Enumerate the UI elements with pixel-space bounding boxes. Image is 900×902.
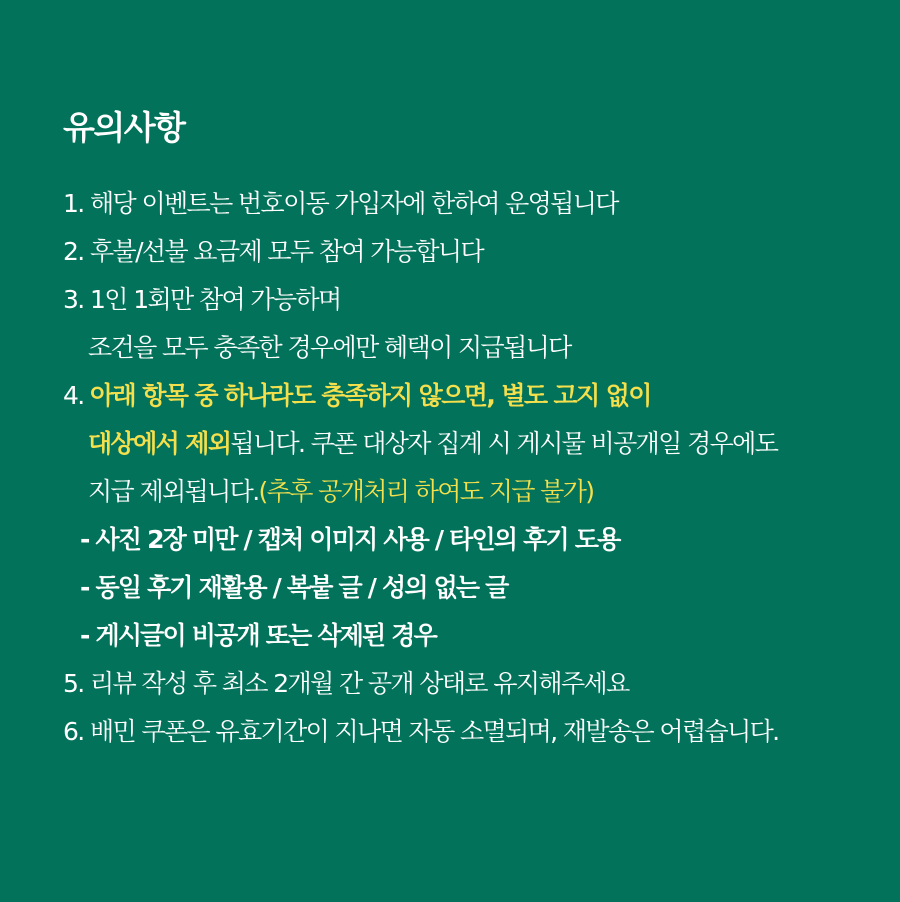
notice-item-4-parenthetical: (추후 공개처리 하여도 지급 불가) — [258, 477, 594, 506]
notice-item-4-number: 4. — [63, 381, 90, 410]
notice-subitem-3: - 게시글이 비공개 또는 삭제된 경우 — [80, 621, 436, 650]
notice-item-4-line-1 — [63, 379, 651, 413]
notice-item-2: 2. 후불/선불 요금제 모두 참여 가능합니다 — [63, 237, 484, 266]
notice-subitem-1: - 사진 2장 미만 / 캡처 이미지 사용 / 타인의 후기 도용 — [80, 525, 620, 554]
notice-item-4-text: 됩니다. 쿠폰 대상자 집계 시 게시물 비공개일 경우에도 — [230, 429, 778, 458]
notice-item-4-exclusion-highlight: 대상에서 제외 — [88, 429, 231, 458]
notice-item-3-line-1: 3. 1인 1회만 참여 가능하며 — [63, 285, 341, 314]
notice-item-3-line-2: 조건을 모두 충족한 경우에만 혜택이 지급됩니다 — [88, 333, 571, 362]
notice-item-1: 1. 해당 이벤트는 번호이동 가입자에 한하여 운영됩니다 — [63, 189, 618, 218]
notice-item-6: 6. 배민 쿠폰은 유효기간이 지나면 자동 소멸되며, 재발송은 어렵습니다. — [63, 717, 779, 746]
notice-item-5: 5. 리뷰 작성 후 최소 2개월 간 공개 상태로 유지해주세요 — [63, 669, 629, 698]
notice-title: 유의사항 — [63, 108, 185, 147]
notice-subitem-2: - 동일 후기 재활용 / 복붙 글 / 성의 없는 글 — [80, 573, 508, 602]
notice-item-4-line-3 — [88, 475, 593, 509]
notice-item-4-line-2 — [88, 427, 777, 461]
notice-item-4-highlight: 아래 항목 중 하나라도 충족하지 않으면, 별도 고지 없이 — [90, 381, 651, 410]
notice-item-4-text-2: 지급 제외됩니다. — [88, 477, 259, 506]
